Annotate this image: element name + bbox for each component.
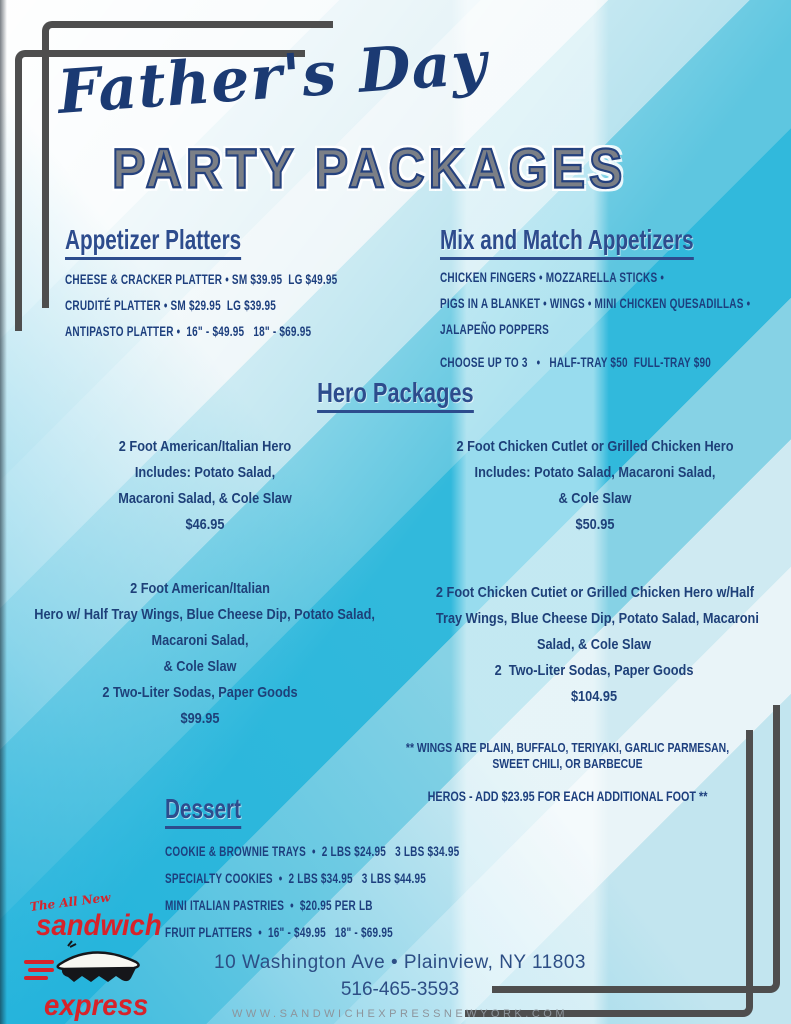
package-line: Includes: Potato Salad, Macaroni Salad, — [474, 464, 716, 481]
package-line: 2 Foot American/Italian Hero — [118, 438, 292, 455]
package-line: 2 Foot Chicken Cutlet or Grilled Chicken Hero — [456, 438, 734, 455]
package-line: 2 Foot American/Italian — [130, 580, 270, 597]
list-item: CHOOSE UP TO 3 • HALF-TRAY $50 FULL-TRAY $90 — [440, 355, 712, 370]
note-line: SWEET CHILI, OR BARBECUE — [492, 756, 643, 771]
list-item: CHICKEN FINGERS • MOZZARELLA STICKS • — [440, 270, 665, 285]
footer — [130, 952, 670, 1020]
page-edge-shadow — [0, 0, 7, 1024]
title-script: Father's Day — [55, 28, 490, 128]
list-item: MINI ITALIAN PASTRIES • $20.95 PER LB — [165, 898, 373, 913]
heading-mix-and-match: Mix and Match Appetizers — [440, 224, 694, 260]
package-line: Macaroni Salad, & Cole Slaw — [118, 490, 292, 507]
package-line: Hero w/ Half Tray Wings, Blue Cheese Dip, Potato Salad, — [34, 606, 375, 623]
list-item: JALAPEÑO POPPERS — [440, 322, 550, 337]
list-item: ANTIPASTO PLATTER • 16" - $49.95 18" - $69.95 — [65, 324, 312, 339]
list-item: CRUDITÉ PLATTER • SM $29.95 LG $39.95 — [65, 298, 277, 313]
package-line: Tray Wings, Blue Cheese Dip, Potato Salad, Macaroni — [435, 610, 759, 627]
package-line: 2 Two-Liter Sodas, Paper Goods — [494, 662, 694, 679]
hero-package-chicken-wings — [435, 580, 759, 710]
package-line: 2 Two-Liter Sodas, Paper Goods — [102, 684, 298, 701]
mix-and-match-list — [440, 265, 750, 376]
hero-package-american-italian-wings — [34, 576, 375, 732]
package-line: & Cole Slaw — [558, 490, 632, 507]
list-item: SPECIALTY COOKIES • 2 LBS $34.95 3 LBS $44.95 — [165, 871, 427, 886]
heading-dessert: Dessert — [165, 793, 241, 829]
package-price: $104.95 — [570, 688, 618, 705]
package-line: Macaroni Salad, — [151, 632, 249, 649]
note-line: ** WINGS ARE PLAIN, BUFFALO, TERIYAKI, GARLIC PARMESAN, — [405, 740, 730, 755]
heading-appetizer-platters: Appetizer Platters — [65, 224, 241, 260]
heros-note: HEROS - ADD $23.95 FOR EACH ADDITIONAL FOOT ** — [427, 789, 708, 804]
list-item: COOKIE & BROWNIE TRAYS • 2 LBS $24.95 3 LBS $34.95 — [165, 844, 460, 859]
title-main: PARTY PACKAGES — [112, 137, 627, 200]
logo-tagline: The All New — [29, 890, 112, 914]
package-line: 2 Foot Chicken Cutiet or Grilled Chicken Hero w/Half — [435, 584, 754, 601]
package-line: Salad, & Cole Slaw — [536, 636, 652, 653]
package-price: $99.95 — [180, 710, 220, 727]
logo-word-sandwich: sandwich — [36, 909, 162, 942]
footer-address: 10 Washington Ave • Plainview, NY 11803 — [214, 952, 586, 973]
package-line: Includes: Potato Salad, — [134, 464, 276, 481]
footer-phone: 516-465-3593 — [340, 979, 460, 1000]
package-price: $50.95 — [575, 516, 615, 533]
dessert-list — [165, 838, 459, 946]
package-price: $46.95 — [185, 516, 225, 533]
hero-package-american-italian — [56, 434, 354, 538]
logo-word-express: express — [44, 989, 149, 1022]
footer-website: WWW.SANDWICHEXPRESSNEWYORK.COM — [231, 1008, 568, 1020]
list-item: CHEESE & CRACKER PLATTER • SM $39.95 LG $49.95 — [65, 272, 338, 287]
hero-package-chicken — [438, 434, 753, 538]
appetizer-platters-list — [65, 267, 337, 345]
wings-note — [402, 740, 734, 805]
list-item: PIGS IN A BLANKET • WINGS • MINI CHICKEN QUESADILLAS • — [440, 296, 751, 311]
list-item: FRUIT PLATTERS • 16" - $49.95 18" - $69.95 — [165, 925, 393, 940]
package-line: & Cole Slaw — [163, 658, 237, 675]
heading-hero-packages: Hero Packages — [317, 377, 474, 413]
